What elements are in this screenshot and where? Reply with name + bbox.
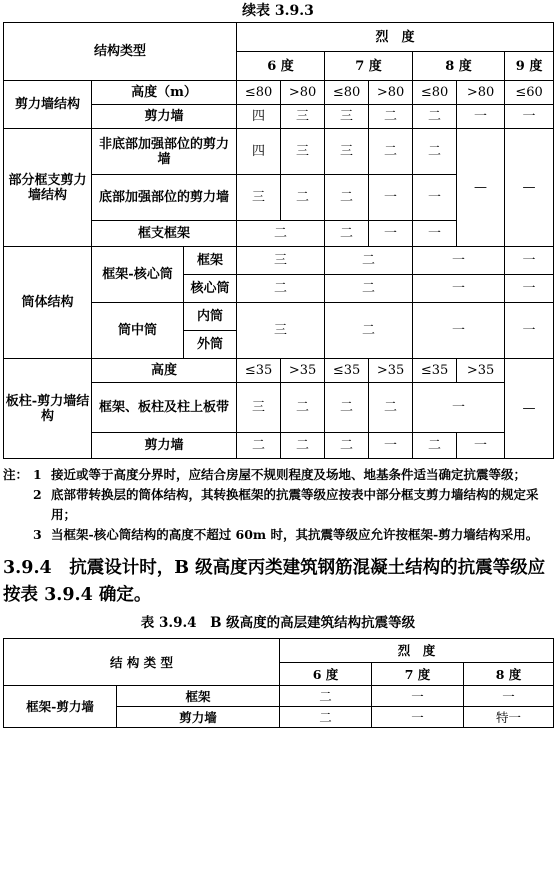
grade-cell: 二 [280,686,372,707]
grade-cell: 二 [237,275,325,303]
grade-cell: 一 [457,433,505,459]
grade-cell: 一 [413,275,505,303]
height-cell: ≤60 [505,81,554,105]
grade-cell: 一 [505,303,554,359]
grade-cell: 三 [237,175,281,221]
grade-cell: 二 [413,433,457,459]
grade-cell: 二 [369,383,413,433]
row-label-base-wall: 底部加强部位的剪力墙 [92,175,237,221]
note-item [3,485,553,525]
grade-cell: 一 [372,707,464,728]
group-slab-column-shear-wall: 板柱-剪力墙结构 [4,359,92,459]
grade-cell: 二 [325,221,369,247]
grade-cell: 一 [369,221,413,247]
group-shear-wall: 剪力墙结构 [4,81,92,129]
grade-cell: 二 [325,383,369,433]
grade-cell: 一 [413,221,457,247]
note-item [3,525,553,545]
height-cell: >80 [281,81,325,105]
height-cell: ≤80 [325,81,369,105]
grade-cell: 一 [372,686,464,707]
header-degree-9: 9 度 [505,52,554,81]
grade-cell: 三 [237,383,281,433]
header-degree-6: 6 度 [280,663,372,686]
note-text: 底部带转换层的筒体结构，其转换框架的抗震等级应按表中部分框支剪力墙结构的规定采用； [51,487,539,522]
grade-cell: 二 [325,247,413,275]
height-cell: >35 [457,359,505,383]
height-cell: ≤80 [237,81,281,105]
group-partial-frame-supported: 部分框支剪力墙结构 [4,129,92,247]
height-cell: >80 [457,81,505,105]
grade-cell: 三 [325,129,369,175]
header-intensity: 烈 度 [237,23,554,52]
row-label-shear-wall: 剪力墙 [92,433,237,459]
row-label-shear-wall: 剪力墙 [117,707,280,728]
row-label-frame-slab-column: 框架、板柱及柱上板带 [92,383,237,433]
grade-cell: 三 [237,303,325,359]
row-label-frame: 框架 [117,686,280,707]
grade-cell: 一 [369,175,413,221]
grade-cell: 三 [281,129,325,175]
header-degree-7: 7 度 [372,663,464,686]
table-caption: 续表 3.9.3 [242,3,314,19]
note-number: 3 [33,527,42,542]
note-item [3,465,553,485]
height-cell: ≤35 [413,359,457,383]
row-label-core-tube: 核心筒 [184,275,237,303]
header-structure-type: 结构类型 [4,23,237,81]
group-frame-shear-wall: 框架-剪力墙 [4,686,117,728]
header-degree-8: 8 度 [464,663,554,686]
grade-cell: 二 [325,175,369,221]
clause-3-9-4: 3.9.4 抗震设计时，B 级高度丙类建筑钢筋混凝土结构的抗震等级应按表 3.9.4 确定。 [3,558,546,605]
grade-cell: 一 [464,686,554,707]
grade-cell-merged: — [505,359,554,459]
row-label-frame-core-tube: 框架-核心筒 [92,247,184,303]
row-label-tube-in-tube: 筒中筒 [92,303,184,359]
b-level-seismic-grade-table [3,638,554,728]
seismic-grade-table-continued [3,22,554,459]
row-label-shear-wall: 剪力墙 [92,105,237,129]
header-degree-7: 7 度 [325,52,413,81]
height-cell: ≤35 [237,359,281,383]
grade-cell: 三 [281,105,325,129]
grade-cell: 二 [413,105,457,129]
height-cell: ≤35 [325,359,369,383]
grade-cell: 二 [325,303,413,359]
grade-cell: 二 [325,433,369,459]
grade-cell: 一 [505,247,554,275]
row-label-inner-tube: 内筒 [184,303,237,331]
header-degree-6: 6 度 [237,52,325,81]
grade-cell: 三 [237,247,325,275]
grade-cell: 二 [413,129,457,175]
grade-cell: 一 [413,175,457,221]
row-label-frame: 框架 [184,247,237,275]
row-label-height: 高度（m） [92,81,237,105]
grade-cell-merged: — [505,129,554,247]
notes-label: 注： [3,467,29,482]
height-cell: >35 [369,359,413,383]
grade-cell: 二 [281,383,325,433]
group-tube-structure: 筒体结构 [4,247,92,359]
grade-cell: 二 [281,433,325,459]
grade-cell: 三 [325,105,369,129]
grade-cell: 二 [280,707,372,728]
note-text: 接近或等于高度分界时，应结合房屋不规则程度及场地、地基条件适当确定抗震等级； [51,467,527,482]
grade-cell: 二 [237,221,325,247]
row-label-outer-tube: 外筒 [184,331,237,359]
grade-cell: 一 [413,303,505,359]
grade-cell: 二 [369,105,413,129]
grade-cell: 二 [325,275,413,303]
height-cell: ≤80 [413,81,457,105]
height-cell: >80 [369,81,413,105]
height-cell: >35 [281,359,325,383]
note-text: 当框架-核心筒结构的高度不超过 60m 时，其抗震等级应允许按框架-剪力墙结构采用。 [51,527,539,542]
grade-cell: 一 [413,247,505,275]
header-degree-8: 8 度 [413,52,505,81]
grade-cell: 一 [413,383,505,433]
table-caption: 表 3.9.4 B 级高度的高层建筑结构抗震等级 [140,615,416,631]
grade-cell: 四 [237,129,281,175]
header-structure-type: 结 构 类 型 [4,639,280,686]
grade-cell: 二 [281,175,325,221]
grade-cell: 一 [505,275,554,303]
grade-cell: 一 [457,105,505,129]
note-number: 2 [33,487,42,502]
row-label-frame-support: 框支框架 [92,221,237,247]
header-intensity: 烈 度 [280,639,554,663]
row-label-height: 高度 [92,359,237,383]
grade-cell: 一 [369,433,413,459]
grade-cell: 二 [237,433,281,459]
table-notes [3,465,553,545]
grade-cell: 二 [369,129,413,175]
grade-cell: 一 [505,105,554,129]
row-label-non-base-wall: 非底部加强部位的剪力墙 [92,129,237,175]
note-number: 1 [33,467,42,482]
grade-cell: 特一 [464,707,554,728]
grade-cell: 四 [237,105,281,129]
grade-cell-merged: — [457,129,505,247]
